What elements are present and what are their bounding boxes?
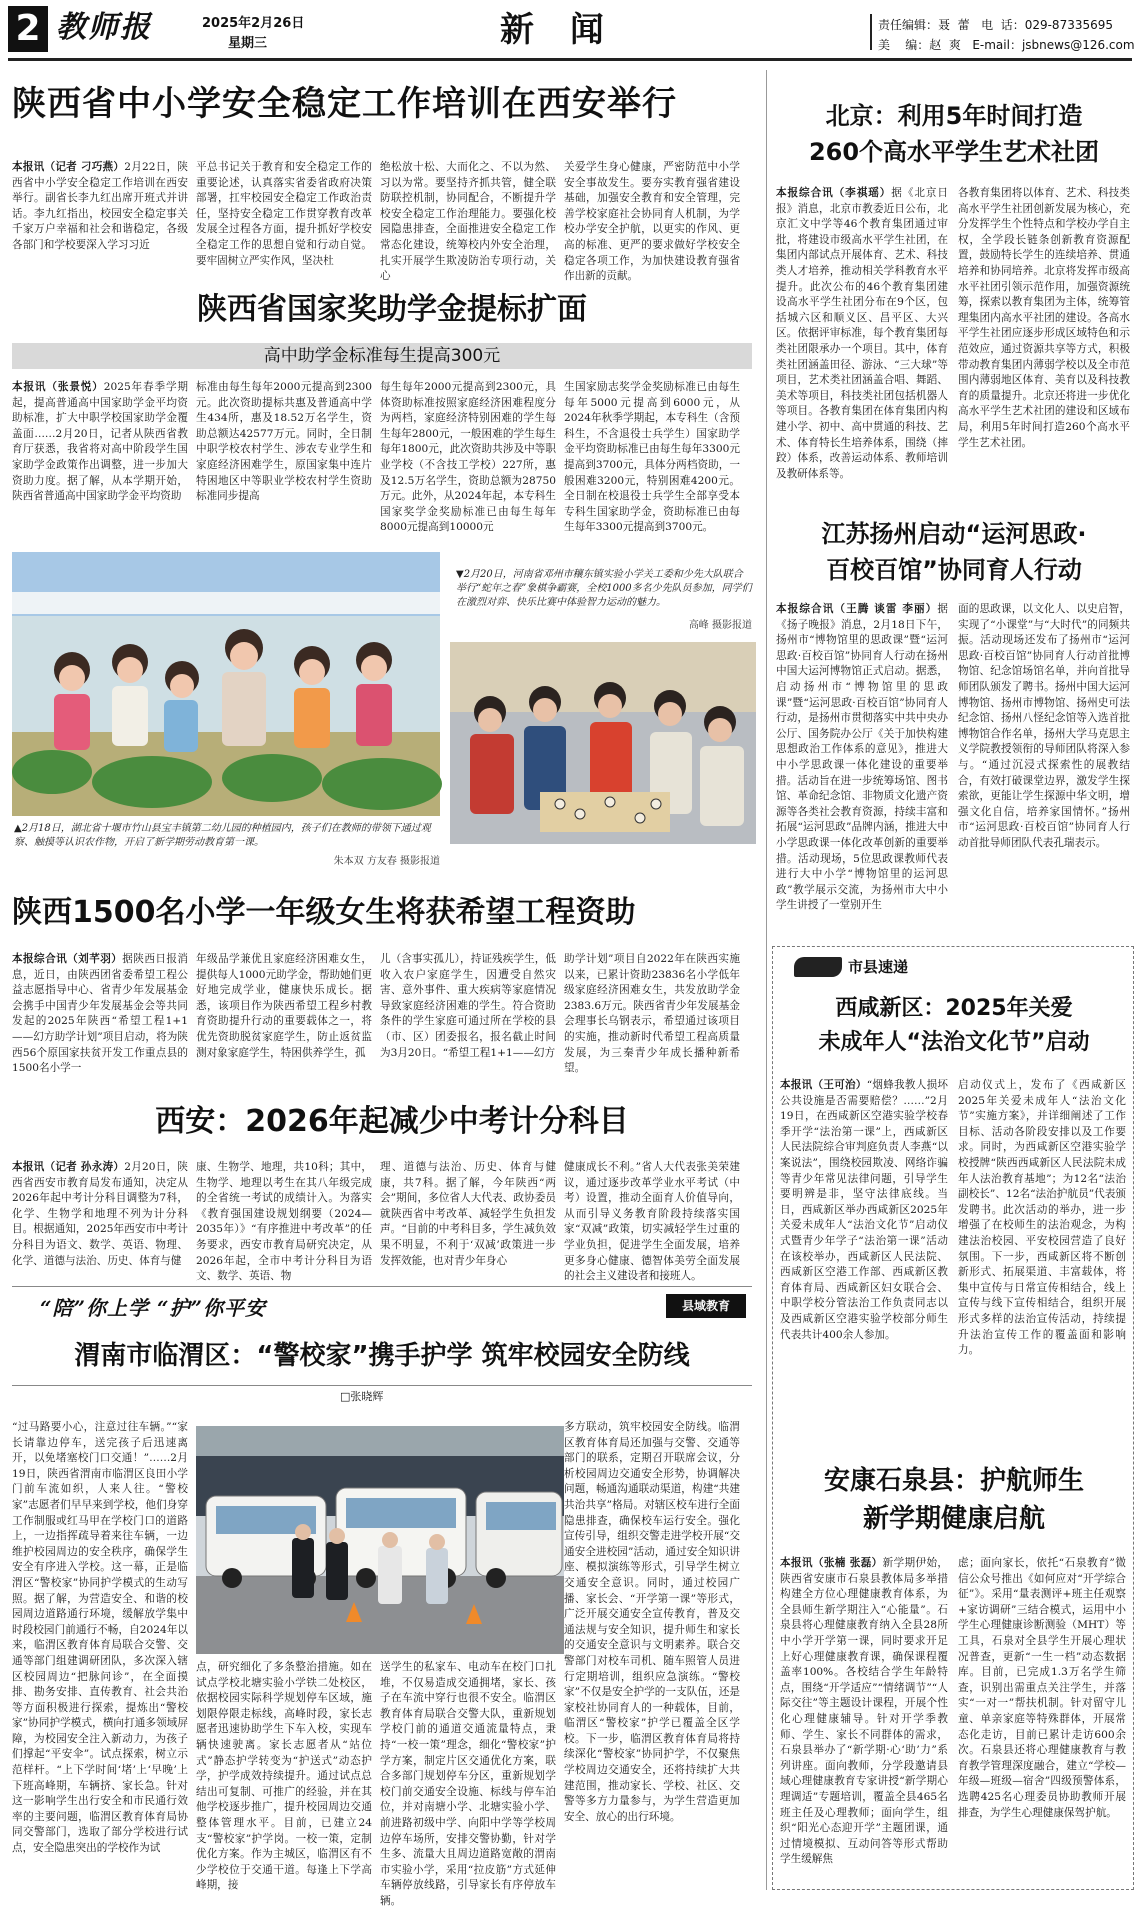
photo-left-caption: ▲2月18日，湖北省十堰市竹山县宝丰镇第二幼儿园的种植园内，孩子们在教师的带领下通过观察、触摸等认识农作物，开启了新学期劳动教育第一课。 bbox=[14, 823, 431, 848]
r2-headline-2: 百校百馆”协同育人行动 bbox=[826, 556, 1082, 584]
r2-headline-1: 江苏扬州启动“运河思政· bbox=[821, 520, 1087, 548]
masthead bbox=[0, 0, 1140, 62]
a5-headline: 渭南市临渭区：“警校家”携手护学 筑牢校园安全防线 bbox=[74, 1341, 690, 1371]
a1-headline: 陕西省中小学安全稳定工作培训在西安举行 bbox=[12, 84, 677, 124]
a1-col2: 平总书记关于教育和安全稳定工作的重要论述，认真落实省委省政府决策部署，扛牢校园安全稳定工作政治责任，坚持安全稳定工作贯穿教育改革发展全过程各方面，提升抓好学校安全稳定工作的思想自觉和行动自觉。要牢固树立严实作风，坚决杜 bbox=[196, 161, 372, 267]
editor-line: 责任编辑：聂 蕾 电 话：029-87335695 bbox=[878, 18, 1114, 32]
r3-headline-2: 未成年人“法治文化节”启动 bbox=[818, 1030, 1090, 1055]
masthead-divider bbox=[870, 14, 872, 50]
photo-right-caption bbox=[456, 568, 752, 610]
paper-name: 教师报 bbox=[56, 10, 152, 45]
right-column-divider bbox=[766, 70, 767, 1890]
photo-right-caption-text: ▼2月20日，河南省邓州市穰东镇实验小学关工委和少先大队联合举行“蛇年之春”象棋争霸赛，全校1000多名少先队员参加，同学们在激烈对弈、快乐比赛中体验智力运动的魅力。 bbox=[456, 569, 752, 608]
a5-title-rule bbox=[12, 1385, 752, 1386]
county-banner bbox=[794, 954, 914, 980]
a2-col3: 每生每年2000元提高到2300元，具体资助标准按照家庭经济困难程度分为两档，家庭经济特别困难的学生每生每年2800元，一般困难的学生每生每年1800元，此次资助共涉及中等职业学校（不含技工学校）227所，惠及12.5万名学生，资助总额为28750万元。此外，从2024年起，本专科生国家奖学金奖励标准已由每生每年8000元提高到10000元 bbox=[380, 381, 556, 534]
r3-text-1: “烟蜂我教人损坏公共设施是否需要赔偿？……”2月19日，在西咸新区空港实验学校春季开学“法治第一课”上，西咸新区人民法院综合审判庭负责人李燕“以案说法”，围绕校园欺凌、网络诈骗等青少年常见法律问题，引导学生要明辨是非，坚守法律底线。当日，西咸新区举办西咸新区2025年关爱未成年人“法治文化节”启动仪式暨青少年学子“法治第一课”活动在该校举办，西咸新区人民法院、西咸新区空港工作部、西咸新区教育体育局、西咸新区妇女联合会、中职学校分管法治工作负责同志以及西咸新区空港实验学校部分师生代表共计400余人参加。 bbox=[780, 1079, 949, 1341]
r4-col1 bbox=[780, 1556, 948, 1886]
a3-headline: 陕西1500名小学一年级女生将获希望工程资助 bbox=[12, 895, 636, 930]
r4-lead: 本报讯（张楠 张磊） bbox=[780, 1557, 883, 1569]
a3-col3: 儿（含事实孤儿），持证残疾学生，低收入农户家庭学生，因遭受自然灾害、意外事件、重大疾病等家庭情况导致家庭经济困难的学生。符合资助条件的学生家庭可通过所在学校的县（市、区）团委报名，报名截止时间为3月20日。“希望工程1+1——幻方 bbox=[380, 953, 556, 1059]
issue-weekday: 星期三 bbox=[228, 36, 268, 51]
county-banner-label: 市县速递 bbox=[848, 958, 909, 976]
r1-text-1: 据《北京日报》消息，北京市教委近日公布，北京汇文中学等46个教育集团通过审批，将建设市级高水平学生社团，在集团内部试点开展体育、艺术、科技类人才培养，推动相关学科教育水平提升。此次公布的46个教育集团建设高水平学生社团分布在9个区，包括城六区和顺义区、昌平区、大兴区。依据评审标准，每个教育集团每类社团限承办一个项目。其中，体育类社团涵盖田径、游泳、“三大球”等项目，艺术类社团涵盖合唱、舞蹈、美术等项目，科技类社团包括机器人等项目。各教育集团在体育集团内构建小学、初中、高中贯通的科技、艺术、体育特长生培养体系，围绕（摔跤）体系，改善运动体系、教师培训及教研体系等。 bbox=[776, 187, 949, 480]
a2-subhead: 高中助学金标准每生提高300元 bbox=[263, 346, 501, 366]
r2-lead: 本报综合讯（王腾 谈雷 李丽） bbox=[776, 603, 938, 615]
a5-byline: □张晓辉 bbox=[340, 1390, 384, 1403]
r1-headline-2: 260个高水平学生艺术社团 bbox=[808, 138, 1100, 166]
a4-headline: 西安：2026年起减少中考计分科目 bbox=[155, 1104, 629, 1139]
a1-col4: 关爱学生身心健康，严密防范中小学安全事故发生。要夯实教育强省建设基础，加强安全教育和安全管理，完善学校家庭社会协同育人机制，为学校办学安全护航，以更实的作风、更高的标准、更严的要求做好学校安全稳定各项工作，为加快建设教育强省作出新的贡献。 bbox=[564, 161, 740, 283]
r4-col2: 虑；面向家长，依托“石泉教育”微信公众号推出《如何应对“开学综合征”》。采用“量表测评+班主任观察+家访调研”三结合模式，运用中小学生心理健康诊断测验（MHT）等工具，石泉对全县学生开展心理状况普查，更新“一生一档”动态数据库。目前，已完成1.3万名学生筛查，识别出需重点关注学生，并落实“一对一”帮扶机制。针对留守儿童、单亲家庭等特殊群体，开展常态化走访，目前已累计走访600余次。石泉县还将心理健康教育与教育教学管理深度融合，建立“学校—年级—班级—宿舍”四级预警体系，选聘425名心理委员协助教师开展排查，为学生心理健康保驾护航。 bbox=[958, 1557, 1126, 1819]
r4-headline-1: 安康石泉县：护航师生 bbox=[823, 1466, 1084, 1496]
photo-traffic bbox=[196, 1426, 564, 1654]
r1-lead: 本报综合讯（李祺瑶） bbox=[776, 187, 892, 199]
a4-col3: 理、道德与法治、历史、体育与健康，共7科。据了解，今年陕西“两会”期间，多位省人大代表、政协委员就陕西省中考改革、减轻学生负担发声。“目前的中考科目多，学生减负效果不明显，不利于‘双减’政策进一步发挥效能，也对青少年身心 bbox=[380, 1161, 556, 1267]
a5-col3: 送学生的私家车、电动车在校门口扎堆，不仅易造成交通拥堵，家长、孩子在车流中穿行也很不安全。临渭区教育体育局联合交警大队，重新规划学校门前的通道交通流量特点，秉持“一校一策”理念，细化“警校家”护学方案，制定片区交通优化方案，联合多部门规划停车分区，重新规划学校门前交通安全设施、标线与停车泊位，并对南塘小学、北塘实验小学、前进路初级中学、向阳中学等学校周边停车场所，安排交警协勤，针对学生多、流量大且周边道路宽敞的渭南市实验小学，采用“拉皮筋”方式延伸车辆停放线路，引导家长有序停放车辆。 bbox=[380, 1661, 556, 1907]
a4-col4: 健康成长不利。”省人大代表张美荣建议，通过逐步改革学业水平考试（中考）设置，推动全面育人价值导向，从而引导义务教育阶段持续落实国家“双减”政策，切实减轻学生过重的学业负担，促进学生全面发展，培养更多身心健康、德智体美劳全面发展的社会主义建设者和接班人。 bbox=[564, 1161, 740, 1283]
section-name: 新 闻 bbox=[500, 10, 616, 50]
masthead-rule bbox=[8, 58, 1132, 61]
a2-col1 bbox=[12, 380, 188, 538]
a4-lead: 本报讯（记者 孙永涛） bbox=[12, 1161, 125, 1173]
a2-col2: 标准由每生每年2000元提高到2300元。此次资助提标共惠及普通高中学生434所，惠及18.52万名学生，资助总额达42577万元。同时，全日制中职学校农村学生、涉农专业学生和家庭经济困难学生，原国家集中连片特困地区中等职业学校农村学生资助标准同步提高 bbox=[196, 381, 372, 503]
a5-col4: 多方联动，筑牢校园安全防线。临渭区教育体育局还加强与交警、交通等部门的联系，定期召开联席会议，分析校园周边交通安全形势，协调解决问题，畅通沟通联动渠道，构建“共建共治共享”格局。对辖区校车进行全面隐患排查，确保校车运行安全。强化宣传引导，组织交警走进学校开展“交通安全进校园”活动，通过安全知识讲座、模拟演练等形式，引导学生树立交通安全意识。同时，通过校园广播、家长会、“开学第一课”等形式，广泛开展交通安全宣传教育，普及交通法规与安全知识，提升师生和家长的交通安全意识与文明素养。联合交警部门对校车司机、随车照管人员进行定期培训，组织应急演练。“警校家”不仅是安全护学的一支队伍，还是家校社协同育人的一种载体，目前，临渭区“警校家”护学已覆盖全区学校。下一步，临渭区教育体育局将持续深化“警校家”协同护学，不仅聚焦学校周边交通安全，还将持续扩大共建范围，推动家长、学校、社区、交警等多方力量参与，为学生营造更加安全、放心的出行环境。 bbox=[564, 1421, 740, 1823]
r3-col2: 启动仪式上，发布了《西咸新区2025年关爱未成年人“法治文化节”实施方案》，并详细阐述了工作目标、活动各阶段安排以及工作要求。同时，为西咸新区空港实验学校授牌“陕西西咸新区人民法院未成年人法治教育基地”；为12名“法治副校长”、12名“法治护航员”代表颁发聘书。此次活动的举办，进一步增强了在校师生的法治观念，为构建法治校园、平安校园营造了良好氛围。下一步，西咸新区将不断创新形式、拓展渠道、丰富载体，将集中宣传与日常宣传相结合，线上宣传与线下宣传相结合，组织开展形式多样的法治宣传活动，持续提升法治宣传工作的覆盖面和影响力。 bbox=[958, 1079, 1126, 1357]
photo-left-credit: 朱本双 方友春 摄影报道 bbox=[333, 856, 440, 867]
r1-col2: 各教育集团将以体育、艺术、科技类高水平学生社团创新发展为核心，充分发挥学生个性特点和学校办学自主权，全学段长链条创新教育资源配置，鼓励特长学生的连续培养、贯通培养和协同培养。北京将发挥市级高水平社团引领示范作用，加强资源统筹，探索以教育集团为主体，统筹管理集团内高水平社团的建设。各高水平学生社团应逐步形成区域特色和示范效应，通过资源共享等方式，积极带动教育集团内薄弱学校以及全市范围内薄弱地区体育、美育以及科技教育的质量提升。北京还将进一步优化高水平学生艺术社团的建设和区域布局，利用5年时间打造260个高水平学生艺术社团。 bbox=[958, 187, 1130, 449]
r4-text-1: 新学期伊始，陕西省安康市石泉县教体局多举措构建全方位心理健康教育体系，为全县师生新学期注入“心能量”。石泉县将心理健康教育纳入全县28所中小学开学第一课，同时要求开足上好心理健康教育课，确保课程覆盖率100%。各校结合学生年龄特点，围绕“开学适应”“情绪调节”“人际交往”等主题设计课程，开展个性化心理健康辅导。针对开学季教师、学生、家长不同群体的需求，石泉县举办了“新学期·心‘助’力”系列讲座。面向教师，分学段邀请县域心理健康教育专家讲授“新学期心理调适”专题培训，覆盖全县465名班主任及心理教师；面向学生，组织“阳光心态迎开学”主题团课，通过情境模拟、互动问答等形式帮助学生缓解焦 bbox=[780, 1557, 949, 1866]
a4-text-1: 2月20日，陕西省西安市教育局发布通知，决定从2026年起中考计分科目调整为7科，化学、生物学和地理不列为计分科目。根据通知，2025年西安市中考计分科目为语文、数学、英语、物理、化学、道德与法治、历史、体育与健 bbox=[12, 1161, 188, 1267]
a5-top-rule bbox=[12, 1286, 752, 1287]
a2-headline: 陕西省国家奖助学金提标扩面 bbox=[197, 292, 587, 327]
a3-text-1: 据陕西日报消息，近日，由陕西团省委希望工程公益志愿指导中心、省青少年发展基金会携手中国青少年发展基金会等共同发起的2025年陕西“希望工程1+1——幻方助学计划”项目启动，将为陕西56个原国家扶贫开发工作重点县的1500名小学一 bbox=[12, 953, 189, 1075]
a4-col1 bbox=[12, 1160, 188, 1272]
a1-lead: 本报讯（记者 刁巧燕） bbox=[12, 161, 125, 173]
r2-text-1: 据《扬子晚报》消息，2月18日下午，扬州市“博物馆里的思政课”暨“运河思政·百校百馆”协同育人行动在扬州中国大运河博物馆正式启动。据悉，启动扬州市“博物馆里的思政课”暨“运河思政·百校百馆”协同育人行动，是扬州市贯彻落实中共中央办公厅、国务院办公厅《关于加快构建思想政治工作体系的意见》，推进大中小学思政课一体化建设的重要举措。活动旨在进一步统筹场馆、图书馆、革命纪念馆、非物质文化遗产资源等各类社会教育资源，持续丰富和拓展“运河思政”品牌内涵，推进大中小学思政课一体化改革创新的重要举措。活动现场，5位思政课教师代表进行大中小学“博物馆里的运河思政”教学展示交流，为扬州市大中小学生讲授了一堂别开生 bbox=[776, 603, 948, 912]
a3-lead: 本报综合讯（刘芊羽） bbox=[12, 953, 123, 965]
a1-col3: 绝松放十松、大而化之、不以为然、习以为常。要坚持齐抓共管，健全联防联控机制，协同配合，不断提升学校安全稳定工作治理能力。要强化校园隐患排查，全面推进安全稳定工作常态化建设，统筹校内外安全治理，扎实开展学生欺凌防治专项行动，关心 bbox=[380, 161, 556, 283]
a5-col2: 点，研究细化了多条整治措施。如在试点学校北塘实验小学铁二处校区，依据校园实际科学规划停车区域，施划限停限走标线，高峰时段，家长志愿者迅速协助学生下车入校，实现车辆快速驶离。家长志愿者从“站位式”静态护学转变为“护送式”动态护学，护学成效持续提升。通过试点总结出可复制、可推广的经验，并在其他学校逐步推广，提升校园周边交通整体管理水平。目前，已建立24支“警校家”护学岗。一校一策，定制优化方案。作为主城区，临渭区有不少学校位于交通干道。每逢上下学高峰期，接 bbox=[196, 1661, 372, 1892]
photo-kindergarten bbox=[12, 552, 440, 816]
a5-kicker: “陪”你上学 “护”你平安 bbox=[40, 1296, 266, 1320]
a2-col4: 生国家励志奖学金奖励标准已由每生每年5000元提高到6000元，从2024年秋季学期起，本专科生（含预科生，不含退役士兵学生）国家助学金平均资助标准已由每生每年3300元提高到3700元，具体分两档资助，一般困难3200元，特别困难4200元。全日制在校退役士兵学生全部享受本专科生国家助学金，资助标准已由每生每年3300元提高到3700元。 bbox=[564, 381, 740, 534]
page-number: 2 bbox=[8, 6, 48, 52]
a2-text-1: 2025年春季学期起，提高普通高中国家助学金平均资助标准，扩大中职学校国家助学金覆盖面……2月20日，记者从陕西省教育厅获悉，我省将对高中阶段学生国家助学金政策作出调整，进一步加大资助力度。据了解，从本学期开始，陕西省普通高中国家助学金平均资助 bbox=[12, 381, 188, 503]
a5-tag bbox=[666, 1294, 746, 1318]
r3-headline-1: 西咸新区：2025年关爱 bbox=[835, 996, 1073, 1021]
a5-col1: “过马路要小心，注意过往车辆。”“家长请靠边停车，送完孩子后迅速离开，以免堵塞校门口交通！”……2月19日，陕西省渭南市临渭区良田小学门前车流如织，人来人往。“警校家”志愿者们早早来到学校，他们身穿工作制服或红马甲在学校门口的道路上，一边指挥疏导着来往车辆，一边维护校园周边的安全秩序，确保学生安全有序进入学校。这一幕，正是临渭区“警校家”协同护学模式的生动写照。据了解，为营造安全、和谐的校园周边道路通行环境，缓解放学集中时段校园门前通行不畅，自2024年以来，临渭区教育体育局联合交警、交通等部门组建调研团队，多次深入辖区校园周边“把脉问诊”，在全面摸排、勘务安排、直传教育、社会共治等方面积极进行探索，提炼出“警校家”协同护学模式，横向打通多领域屏障，为校园安全注入新动力，为孩子们撑起“平安伞”。试点探索，树立示范样杆。“上下学时间‘堵’上‘早晚’上下班高峰期，车辆挤、家长急。针对这一影响学生出行安全和市民通行效率的主要问题，临渭区教育体育局协同交警部门，选取了部分学校进行试点，安全隐患突出的学校作为试 bbox=[12, 1421, 188, 1855]
a1-text-1: 2月22日，陕西省中小学安全稳定工作培训在西安举行。副省长李九红出席开班式并讲话。李九红指出，校园安全稳定事关千家万户幸福和社会和谐稳定，各级各部门和学校要深入学习习近 bbox=[12, 161, 188, 251]
r2-col2: 面的思政课，以文化人、以史启智，实现了“小课堂”与“大时代”的同频共振。活动现场还发布了扬州市“运河思政·百校百馆”协同育人行动首批博物馆、纪念馆场馆名单，并向首批导师团队颁发了聘书。扬州中国大运河博物馆、扬州市博物馆、扬州史可法纪念馆、扬州八怪纪念馆等入选首批博物馆合作名单，扬州大学马克思主义学院教授领衔的导师团队将深入参与。“通过沉浸式探索性的展教结合，有效打破课堂边界，激发学生探索欲，更能让学生探源中华文明，增强文化自信，培养家国情怀。”扬州市“运河思政·百校百馆”协同育人行动首批导师团队代表孔瑞表示。 bbox=[958, 603, 1130, 849]
county-banner-plane-icon bbox=[794, 957, 842, 977]
photo-chess bbox=[450, 642, 756, 844]
r1-headline-1: 北京：利用5年时间打造 bbox=[825, 102, 1083, 130]
r4-headline-2: 新学期健康启航 bbox=[862, 1504, 1045, 1534]
r1-col1 bbox=[776, 186, 949, 480]
photo-right-credit: 高峰 摄影报道 bbox=[688, 620, 752, 631]
a4-col2: 康、生物学、地理，共10科；其中，生物学、地理以考生在其八年级完成的全省统一考试的成绩计入。为落实《教育强国建设规划纲要（2024—2035年）》“有序推进中考改革”的任务要求，西安市教育局研究决定，从2026年起，全市中考计分科目为语文、数学、英语、物 bbox=[196, 1161, 372, 1283]
r3-lead: 本报讯（王可治） bbox=[780, 1079, 867, 1091]
issue-date: 2025年2月26日 bbox=[202, 16, 305, 31]
a5-tag-text: 县域教育 bbox=[681, 1299, 730, 1313]
r3-col1 bbox=[780, 1078, 948, 1438]
a3-col2: 年级品学兼优且家庭经济困难女生，提供每人1000元助学金，帮助她们更好地完成学业，健康快乐成长。据悉，该项目作为陕西希望工程乡村教育资助提升行动的重要载体之一，将优先资助脱贫家庭学生，防止返贫监测对象家庭学生，特困供养学生，孤 bbox=[196, 953, 372, 1059]
a2-lead: 本报讯（张景悦） bbox=[12, 381, 104, 393]
a3-col4: 助学计划”项目自2022年在陕西实施以来，已累计资助23836名小学低年级家庭经济困难女生，共发放助学金2383.6万元。陕西省青少年发展基金会理事长乌钢表示，希望通过该项目的实施，推动新时代希望工程高质量发展，为三秦青少年成长播种新希望。 bbox=[564, 953, 740, 1075]
design-line: 美 编：赵 爽 E-mail：jsbnews@126.com bbox=[878, 38, 1135, 52]
a3-col1 bbox=[12, 952, 188, 1092]
r2-col1 bbox=[776, 602, 948, 932]
